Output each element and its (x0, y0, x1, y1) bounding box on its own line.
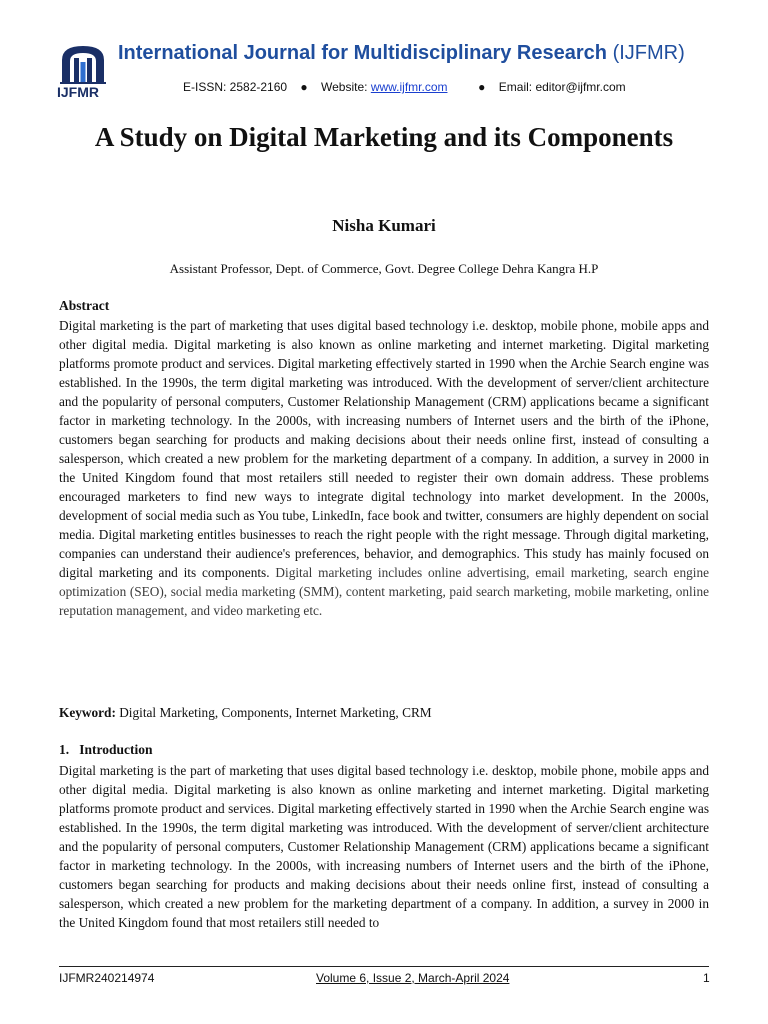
logo-wordmark: IJFMR (57, 84, 99, 100)
author-affiliation: Assistant Professor, Dept. of Commerce, Govt. Degree College Dehra Kangra H.P (169, 261, 599, 276)
journal-name: International Journal for Multidisciplinary Research (118, 42, 607, 64)
journal-title (118, 42, 685, 65)
paper-title: A Study on Digital Marketing and its Components (94, 122, 674, 152)
footer-divider (59, 966, 709, 967)
website-link[interactable]: www.ijfmr.com (370, 80, 448, 94)
keywords-label: Keyword: (59, 705, 116, 720)
author-name: Nisha Kumari (332, 216, 436, 235)
abstract-heading: Abstract (59, 298, 110, 313)
website-label: Website: (321, 80, 368, 94)
footer-paper-id: IJFMR240214974 (59, 971, 155, 985)
keywords-line (59, 705, 432, 721)
bullet-icon: ● (478, 80, 486, 94)
eissn: E-ISSN: 2582-2160 (183, 80, 288, 94)
keywords-text: Digital Marketing, Components, Internet Marketing, CRM (115, 705, 432, 720)
introduction-heading: 1. Introduction (59, 742, 153, 757)
bullet-icon: ● (300, 80, 308, 94)
abstract-body (59, 316, 709, 620)
footer-page-number: 1 (703, 971, 710, 985)
abstract-text-components: Digital marketing includes online advertising, email marketing, search engine optimization (SEO), social media marketing (SMM), content marketing, paid search marketing, mobile marketing, online reputation management, and video marketing etc. (59, 565, 709, 618)
journal-abbr: (IJFMR) (612, 42, 685, 64)
abstract-text: Digital marketing is the part of marketing that uses digital based technology i.e. desktop, mobile phone, mobile apps and other digital media. Digital marketing is also known as online marketing and internet marketing. Digital marketing platforms promote product and services. Digital marketing effectively started in 1990 when the Archie Search engine was established. In the 1990s, the term digital marketing was introduced. With the development of server/client architecture and the popularity of personal computers, Customer Relationship Management (CRM) applications became a significant factor in marketing technology. In the 2000s, with increasing numbers of Internet users and the birth of the iPhone, customers began searching for products and making decisions about their needs online first, instead of consulting a salesperson, which created a new problem for the marketing department of a company. In addition, a survey in 2000 in the United Kingdom found that most retailers still needed to register their own domain address. These problems encouraged marketers to find new ways to integrate digital technology into market development. In the 2000s, development of social media such as You tube, LinkedIn, face book and twitter, consumers are highly dependent on social media. Digital marketing entitles businesses to reach the right people with the right message. Through digital marketing, companies can understand their audience's preferences, behavior, and demographics. This study has mainly focused on digital marketing and its components. (59, 318, 709, 580)
introduction-body: Digital marketing is the part of marketing that uses digital based technology i.e. desktop, mobile phone, mobile apps and other digital media. Digital marketing is also known as online marketing and internet marketing. Digital marketing platforms promote product and services. Digital marketing effectively started in 1990 when the Archie Search engine was established. In the 1990s, the term digital marketing was introduced. With the development of server/client architecture and the popularity of personal computers, Customer Relationship Management (CRM) applications became a significant factor in marketing technology. In the 2000s, with increasing numbers of Internet users and the birth of the iPhone, customers began searching for products and making decisions about their needs online first, instead of consulting a salesperson, which created a new problem for the marketing department of a company. In addition, a survey in 2000 in the United Kingdom found that most retailers still needed to (59, 763, 709, 930)
footer-issue: Volume 6, Issue 2, March-April 2024 (316, 971, 510, 985)
journal-meta-line (183, 80, 626, 94)
email: Email: editor@ijfmr.com (498, 80, 626, 94)
